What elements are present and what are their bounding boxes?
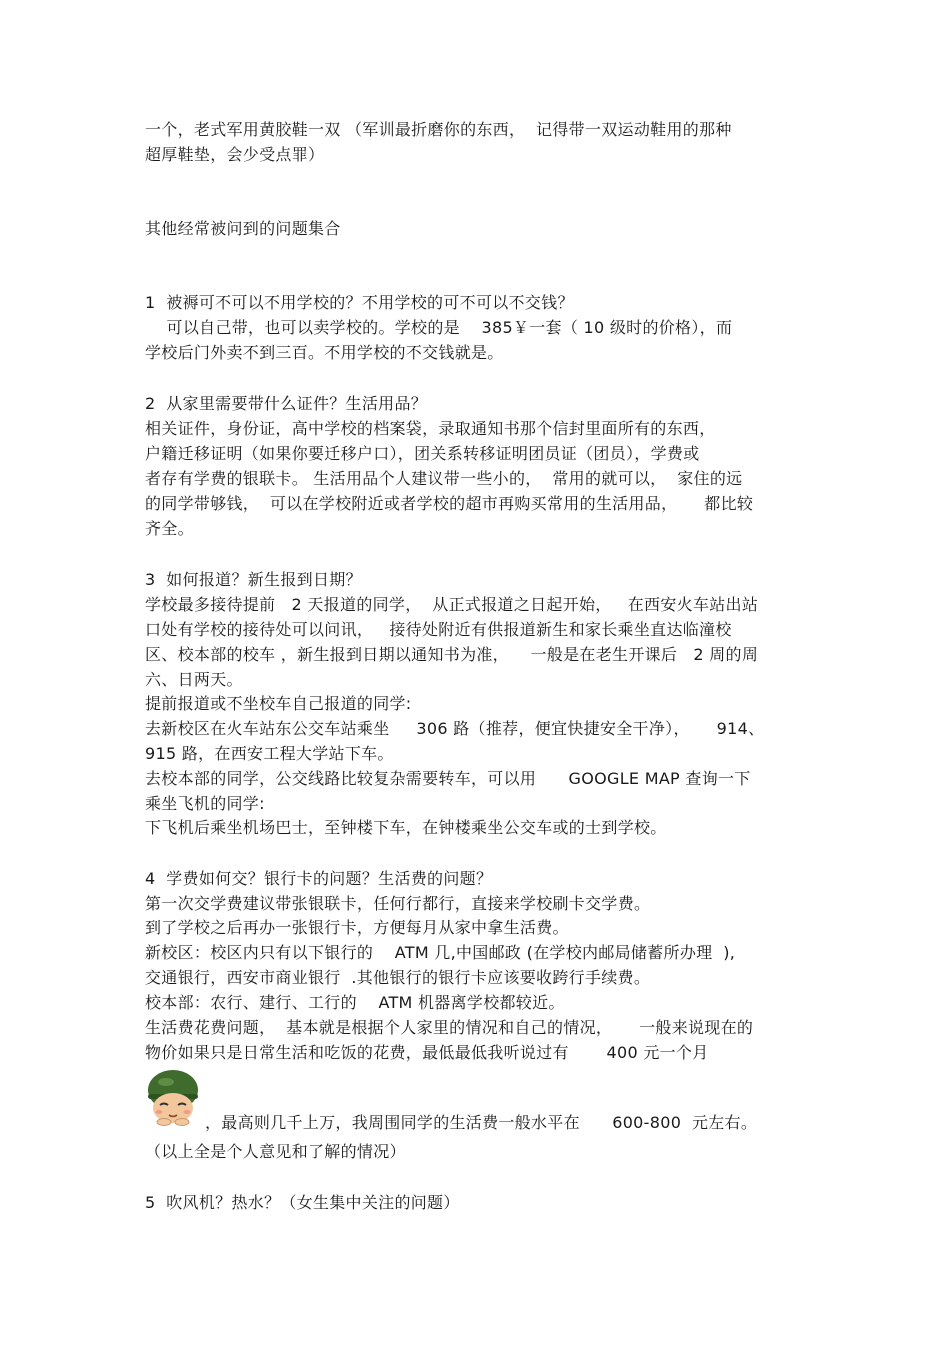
q3-answer-line: 去新校区在火车站东公交车站乘坐 306 路（推荐，便宜快捷安全干净）， 914、 — [145, 719, 765, 738]
q2-answer-line: 户籍迁移证明（如果你要迁移户口），团关系转移证明团员证（团员），学费或 — [145, 444, 700, 463]
q4-answer-line: 物价如果只是日常生活和吃饭的花费，最低最低我听说过有 400 元一个月 — [145, 1043, 709, 1062]
q4-answer-line: 校本部：农行、建行、工行的 ATM 机器离学校都较近。 — [145, 993, 565, 1012]
q1-answer-line: 可以自己带，也可以卖学校的。学校的是 385￥一套（ 10 级时的价格），而 — [145, 318, 733, 337]
q4-question: 4 学费如何交？银行卡的问题？生活费的问题？ — [145, 869, 493, 888]
q4-answer-after-emoji: ，最高则几千上万，我周围同学的生活费一般水平在 600-800 元左右。 — [205, 1113, 758, 1132]
q2-answer-line: 齐全。 — [145, 519, 194, 538]
q1-question: 1 被褥可不可以不用学校的？不用学校的可不可以不交钱？ — [145, 293, 574, 312]
intro-line-2: 超厚鞋垫，会少受点罪） — [145, 145, 325, 164]
q1-answer-line: 学校后门外卖不到三百。不用学校的不交钱就是。 — [145, 343, 504, 362]
q4-answer-line: 生活费花费问题， 基本就是根据个人家里的情况和自己的情况， 一般来说现在的 — [145, 1018, 754, 1037]
q3-answer-line: 915 路，在西安工程大学站下车。 — [145, 744, 394, 763]
q3-answer-line: 去校本部的同学，公交线路比较复杂需要转车，可以用 GOOGLE MAP 查询一下 — [145, 769, 751, 788]
soldier-emoji-icon — [144, 1068, 202, 1126]
q2-question: 2 从家里需要带什么证件？生活用品？ — [145, 394, 428, 413]
q3-answer-line: 下飞机后乘坐机场巴士，至钟楼下车，在钟楼乘坐公交车或的士到学校。 — [145, 818, 667, 837]
q4-note: （以上全是个人意见和了解的情况） — [145, 1142, 406, 1161]
q3-question: 3 如何报道？新生报到日期？ — [145, 570, 362, 589]
q2-answer-line: 者存有学费的银联卡。 生活用品个人建议带一些小的， 常用的就可以， 家住的远 — [145, 469, 743, 488]
q4-answer-line: 交通银行，西安市商业银行 .其他银行的银行卡应该要收跨行手续费。 — [145, 968, 651, 987]
faq-heading: 其他经常被问到的问题集合 — [145, 219, 341, 238]
q3-answer-line: 乘坐飞机的同学: — [145, 794, 265, 813]
q3-answer-line: 六、日两天。 — [145, 670, 243, 689]
q3-answer-line: 区、校本部的校车 ，新生报到日期以通知书为准， 一般是在老生开课后 2 周的周 — [145, 645, 759, 664]
q5-question: 5 吹风机？热水？（女生集中关注的问题） — [145, 1193, 460, 1212]
q3-answer-line: 提前报道或不坐校车自己报道的同学: — [145, 694, 412, 713]
q4-answer-line: 新校区：校区内只有以下银行的 ATM 几,中国邮政 (在学校内邮局储蓄所办理 ), — [145, 943, 736, 962]
q4-answer-line: 第一次交学费建议带张银联卡，任何行都行，直接来学校刷卡交学费。 — [145, 894, 651, 913]
q2-answer-line: 的同学带够钱， 可以在学校附近或者学校的超市再购买常用的生活用品， 都比较 — [145, 494, 754, 513]
intro-line-1: 一个，老式军用黄胶鞋一双 （军训最折磨你的东西， 记得带一双运动鞋用的那种 — [145, 120, 732, 139]
q2-answer-line: 相关证件，身份证，高中学校的档案袋，录取通知书那个信封里面所有的东西， — [145, 419, 716, 438]
q3-answer-line: 学校最多接待提前 2 天报道的同学， 从正式报道之日起开始， 在西安火车站出站 — [145, 595, 759, 614]
q4-answer-line: 到了学校之后再办一张银行卡，方便每月从家中拿生活费。 — [145, 918, 569, 937]
q3-answer-line: 口处有学校的接待处可以问讯， 接待处附近有供报道新生和家长乘坐直达临潼校 — [145, 620, 732, 639]
